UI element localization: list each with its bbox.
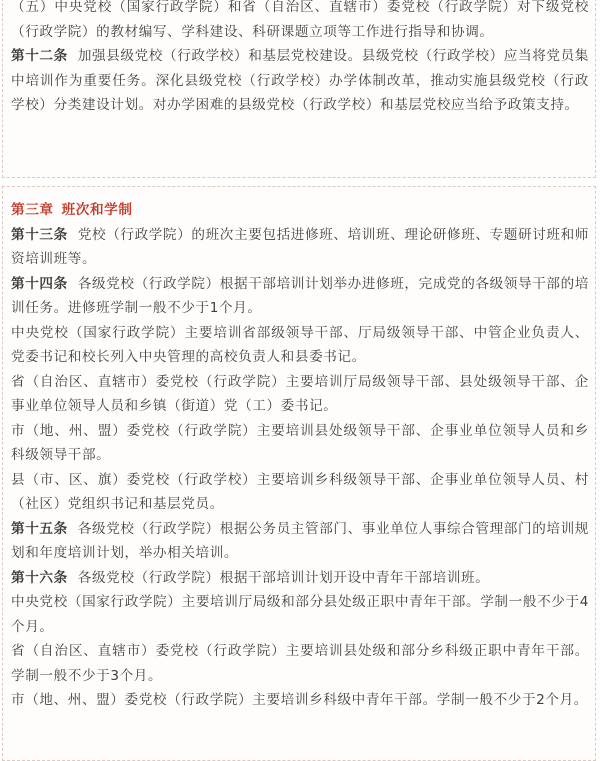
article-12-text: 加强县级党校（行政学校）和基层党校建设。县级党校（行政学校）应当将党员集中培训作为重要任务。深化县级党校（行政学校）办学体制改革，推动实施县级党校（行政学校）分类建设计划。对办学困难的县级党校（行政学校）和基层党校应当给予政策支持。 xyxy=(11,48,589,113)
paragraph-youth-central: 中央党校（国家行政学院）主要培训厅局级和部分县处级正职中青年干部。学制一般不少于4个月。 xyxy=(11,594,589,635)
article-16-label: 第十六条 xyxy=(11,569,68,586)
article-15-text: 各级党校（行政学院）根据公务员主管部门、事业单位人事综合管理部门的培训规划和年度培训计划，举办相关培训。 xyxy=(11,520,589,561)
chapter-title: 班次和学制 xyxy=(61,202,133,218)
article-13 xyxy=(11,223,589,272)
article-14-text: 各级党校（行政学院）根据干部培训计划举办进修班，完成党的各级领导干部的培训任务。进修班学制一般不少于1个月。 xyxy=(11,275,589,316)
paragraph-central: 中央党校（国家行政学院）主要培训省部级领导干部、厅局级领导干部、中管企业负责人、党委书记和校长列入中央管理的高校负责人和县委书记。 xyxy=(11,324,589,365)
paragraph-youth-city: 市（地、州、盟）委党校（行政学院）主要培训乡科级中青年干部。学制一般不少于2个月。 xyxy=(11,692,588,708)
article-16 xyxy=(11,566,589,591)
chapter-heading xyxy=(11,198,589,223)
article-14-label: 第十四条 xyxy=(11,275,68,292)
article-16-text: 各级党校（行政学院）根据干部培训计划开设中青年干部培训班。 xyxy=(77,569,490,586)
paragraph-province: 省（自治区、直辖市）委党校（行政学院）主要培训厅局级领导干部、县处级领导干部、企事业单位领导人员和乡镇（街道）党（工）委书记。 xyxy=(11,373,589,414)
article-13-label: 第十三条 xyxy=(11,226,68,243)
paragraph-intro: （五）中央党校（国家行政学院）和省（自治区、直辖市）委党校（行政学院）对下级党校（行政学院）的教材编写、学科建设、科研课题立项等工作进行指导和协调。 xyxy=(11,0,589,40)
article-15-label: 第十五条 xyxy=(11,520,68,537)
section-text-chapter2-end xyxy=(11,0,589,118)
article-15 xyxy=(11,517,589,566)
article-14 xyxy=(11,272,589,321)
article-12-label: 第十二条 xyxy=(11,48,68,64)
paragraph-youth-province: 省（自治区、直辖市）委党校（行政学院）主要培训县处级和部分乡科级正职中青年干部。学制一般不少于3个月。 xyxy=(11,643,589,684)
paragraph-city: 市（地、州、盟）委党校（行政学院）主要培训县处级领导干部、企事业单位领导人员和乡科级领导干部。 xyxy=(11,422,589,463)
paragraph-county: 县（市、区、旗）委党校（行政学校）主要培训乡科级领导干部、企事业单位领导人员、村（社区）党组织书记和基层党员。 xyxy=(11,471,589,512)
article-12 xyxy=(11,44,589,118)
article-13-text: 党校（行政学院）的班次主要包括进修班、培训班、理论研修班、专题研讨班和师资培训班等。 xyxy=(11,226,589,267)
chapter-label: 第三章 xyxy=(11,202,54,218)
section-text-chapter3 xyxy=(11,198,589,713)
